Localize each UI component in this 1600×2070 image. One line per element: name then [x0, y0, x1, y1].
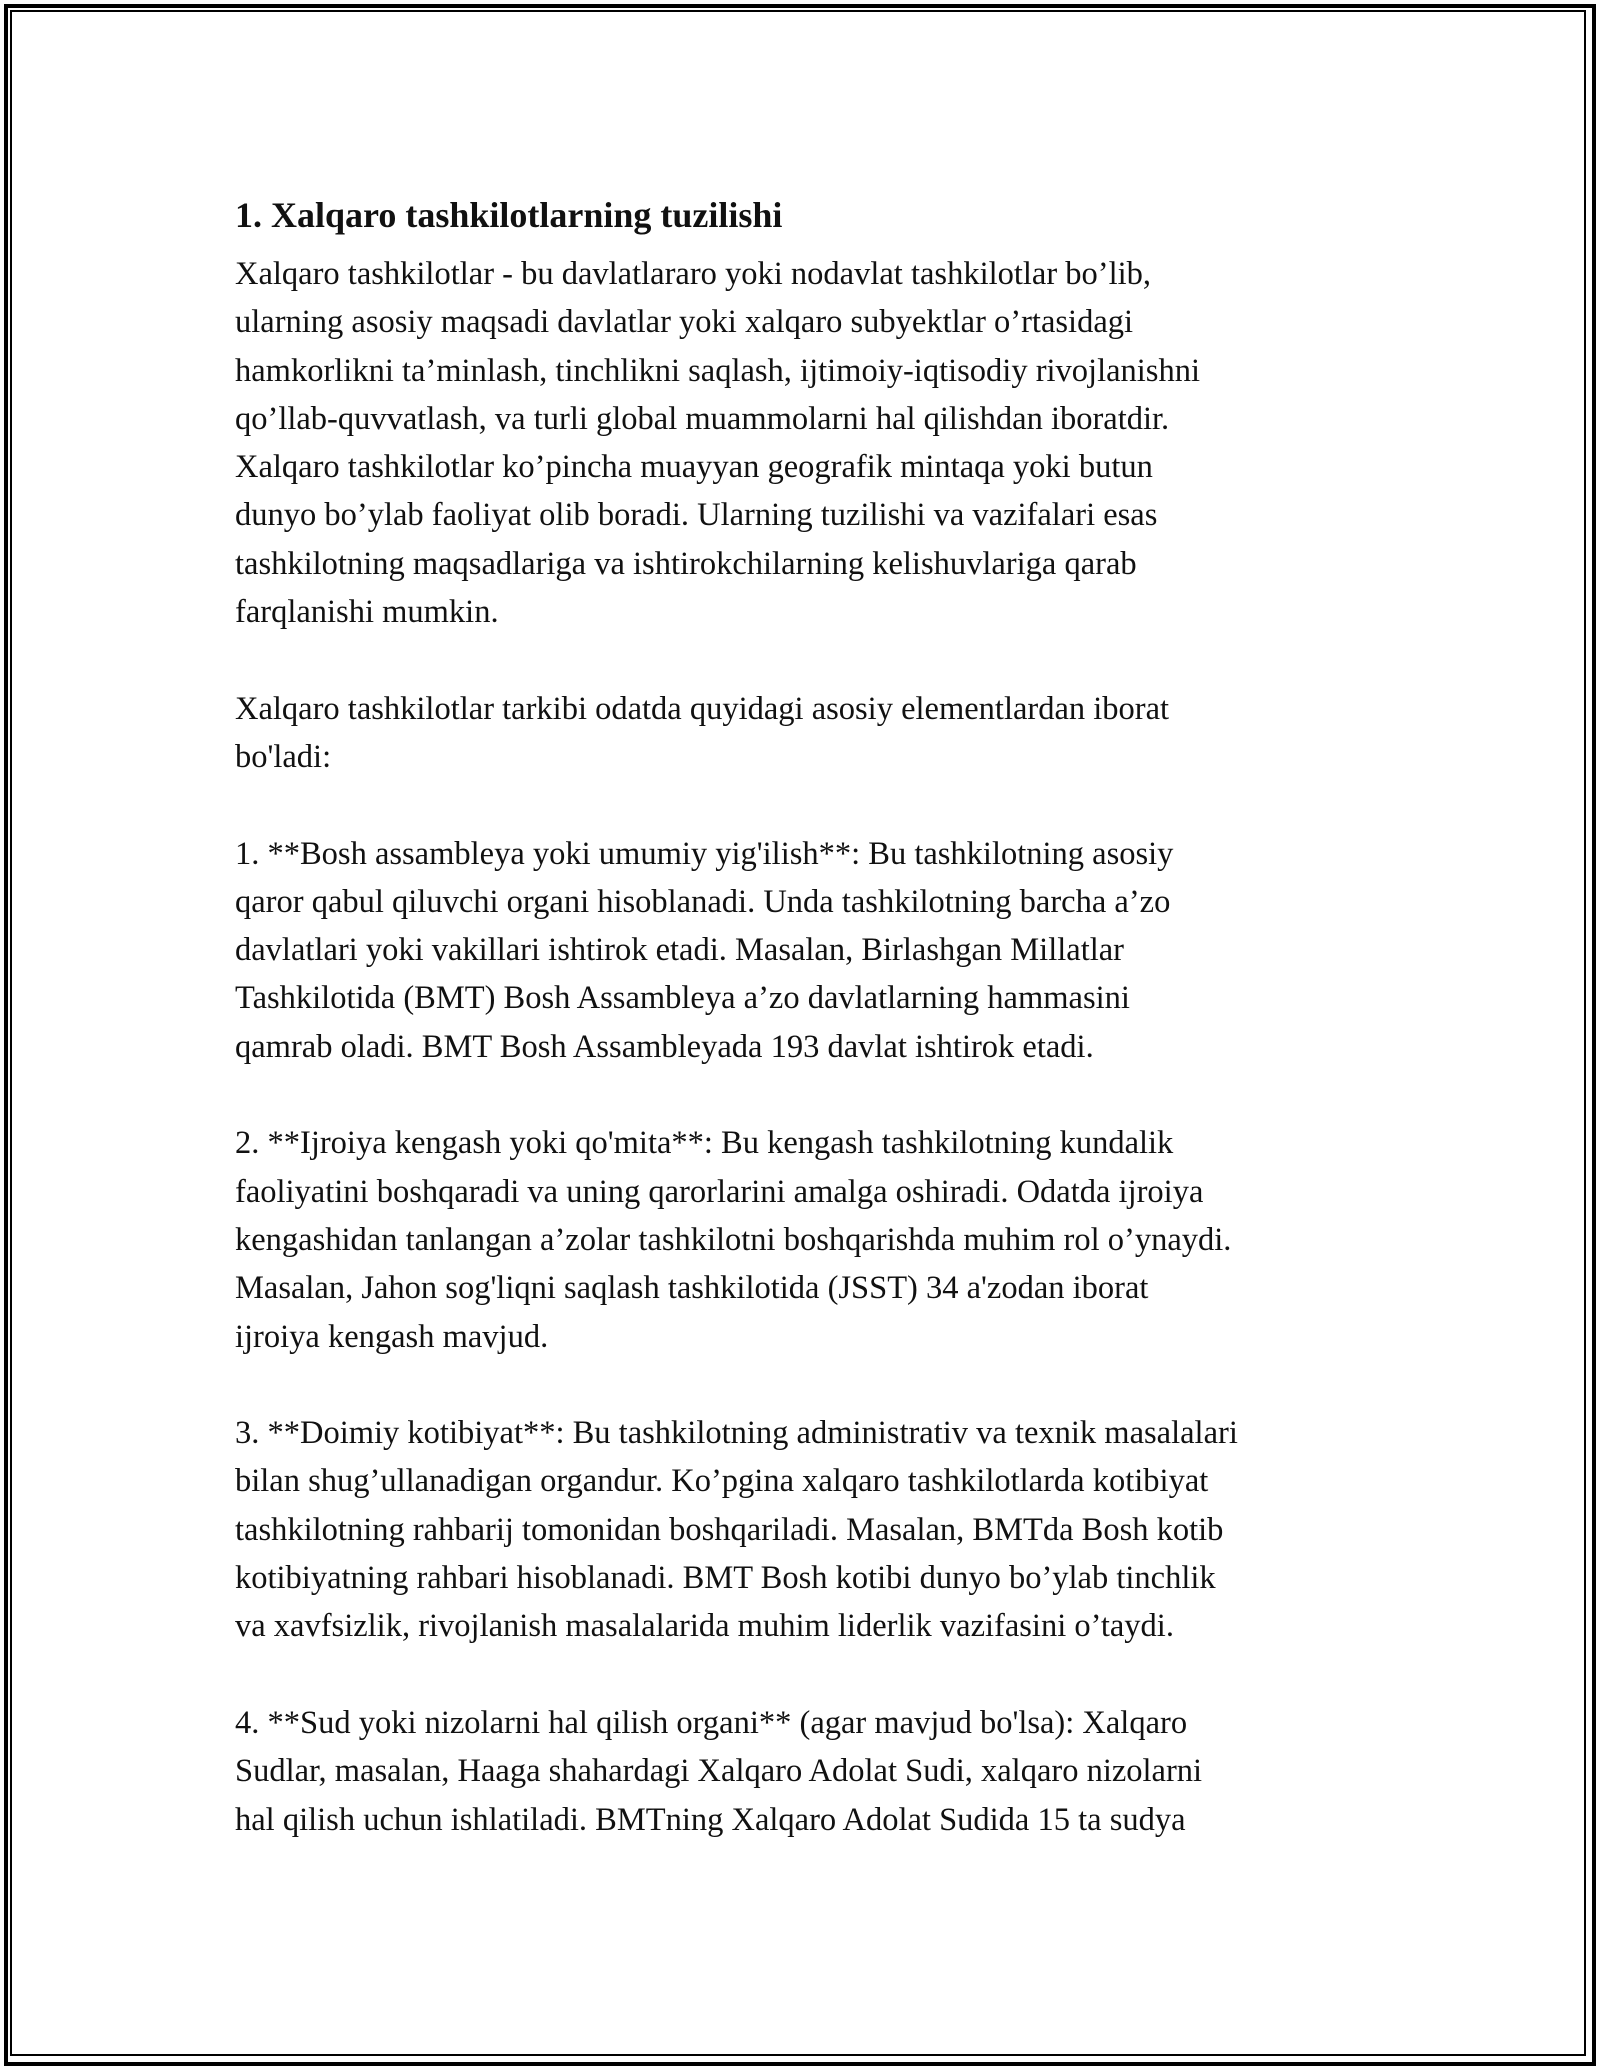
- text-line: Masalan, Jahon sog'liqni saqlash tashkilotida (JSST) 34 a'zodan iborat: [235, 1270, 1149, 1307]
- text-line: 4. **Sud yoki nizolarni hal qilish organi** (agar mavjud bo'lsa): Xalqaro: [235, 1704, 1188, 1741]
- paragraph-intro: [235, 250, 1395, 636]
- text-line: faoliyatini boshqaradi va uning qarorlarini amalga oshiradi. Odatda ijroiya: [235, 1173, 1204, 1210]
- text-line: tashkilotning rahbarij tomonidan boshqariladi. Masalan, BMTda Bosh kotib: [235, 1511, 1224, 1548]
- text-line: kotibiyatning rahbari hisoblanadi. BMT Bosh kotibi dunyo bo’ylab tinchlik: [235, 1560, 1216, 1597]
- text-line: tashkilotning maqsadlariga va ishtirokchilarning kelishuvlariga qarab: [235, 545, 1137, 582]
- paragraph-item-3: [235, 1409, 1395, 1650]
- text-line: qamrab oladi. BMT Bosh Assambleyada 193 davlat ishtirok etadi.: [235, 1028, 1094, 1065]
- paragraph-item-1: [235, 830, 1395, 1071]
- text-line: ijroiya kengash mavjud.: [235, 1318, 549, 1355]
- text-line: hal qilish uchun ishlatiladi. BMTning Xalqaro Adolat Sudida 15 ta sudya: [235, 1801, 1186, 1838]
- text-line: Sudlar, masalan, Haaga shahardagi Xalqaro Adolat Sudi, xalqaro nizolarni: [235, 1753, 1203, 1790]
- text-line: 3. **Doimiy kotibiyat**: Bu tashkilotning administrativ va texnik masalalari: [235, 1415, 1238, 1452]
- text-line: kengashidan tanlangan a’zolar tashkilotni boshqarishda muhim rol o’ynaydi.: [235, 1221, 1232, 1258]
- text-line: hamkorlikni ta’minlash, tinchlikni saqlash, ijtimoiy-iqtisodiy rivojlanishni: [235, 352, 1200, 389]
- text-line: Xalqaro tashkilotlar tarkibi odatda quyidagi asosiy elementlardan iborat: [235, 690, 1170, 727]
- text-line: va xavfsizlik, rivojlanish masalalarida muhim liderlik vazifasini o’taydi.: [235, 1608, 1174, 1645]
- text-line: Tashkilotida (BMT) Bosh Assambleya a’zo davlatlarning hammasini: [235, 980, 1130, 1017]
- text-line: Xalqaro tashkilotlar - bu davlatlararo yoki nodavlat tashkilotlar bo’lib,: [235, 256, 1152, 292]
- text-line: bo'ladi:: [235, 738, 332, 775]
- paragraph-item-4: [235, 1699, 1395, 1844]
- section-heading: 1. Xalqaro tashkilotlarning tuzilishi: [235, 195, 783, 235]
- text-line: davlatlari yoki vakillari ishtirok etadi. Masalan, Birlashgan Millatlar: [235, 932, 1125, 969]
- document-body: [235, 186, 1395, 1844]
- text-line: farqlanishi mumkin.: [235, 594, 499, 631]
- text-line: bilan shug’ullanadigan organdur. Ko’pgina xalqaro tashkilotlarda kotibiyat: [235, 1463, 1209, 1500]
- paragraph-elements-intro: [235, 685, 1395, 782]
- text-line: qo’llab-quvvatlash, va turli global muammolarni hal qilishdan iboratdir.: [235, 400, 1170, 437]
- text-line: Xalqaro tashkilotlar ko’pincha muayyan geografik mintaqa yoki butun: [235, 449, 1153, 486]
- text-line: dunyo bo’ylab faoliyat olib boradi. Ularning tuzilishi va vazifalari esas: [235, 497, 1158, 534]
- text-line: ularning asosiy maqsadi davlatlar yoki xalqaro subyektlar o’rtasidagi: [235, 304, 1134, 341]
- text-line: 2. **Ijroiya kengash yoki qo'mita**: Bu kengash tashkilotning kundalik: [235, 1125, 1174, 1162]
- text-line: 1. **Bosh assambleya yoki umumiy yig'ilish**: Bu tashkilotning asosiy: [235, 835, 1174, 872]
- text-line: qaror qabul qiluvchi organi hisoblanadi. Unda tashkilotning barcha a’zo: [235, 883, 1171, 920]
- paragraph-item-2: [235, 1119, 1395, 1360]
